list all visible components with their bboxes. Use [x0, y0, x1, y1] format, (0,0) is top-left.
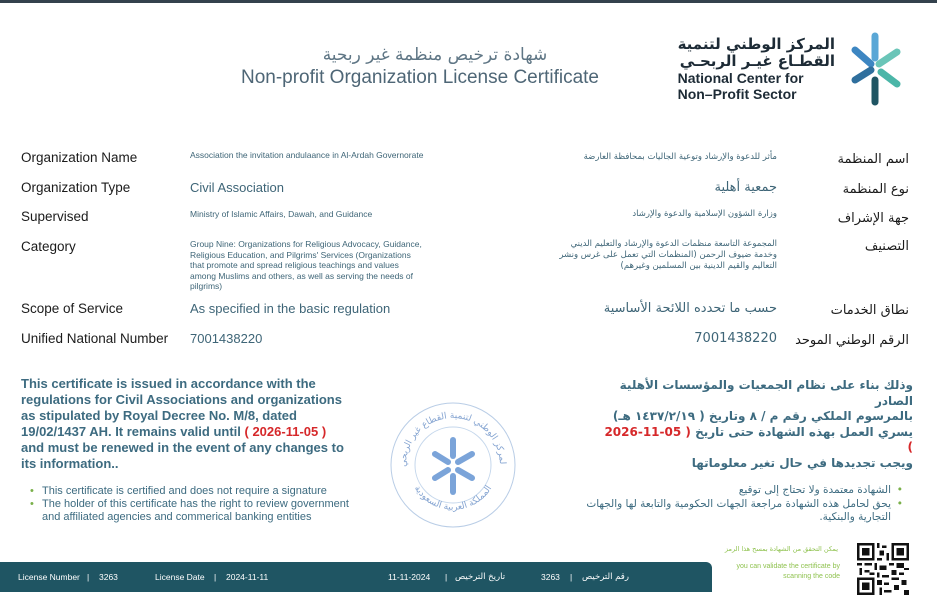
note-item-ar: • يحق لحامل هذه الشهادة مراجعة الجهات الحكومية والتابعة لها والجهات التجارية والبنكية.: [563, 498, 903, 525]
footer-separator: |: [570, 572, 573, 582]
license-date-ar-value: 11-11-2024: [388, 572, 431, 582]
logo-english-line2: Non–Profit Sector: [677, 86, 797, 102]
seal-text-bottom: المملكة العربية السعودية: [411, 484, 495, 513]
expiry-date-en: ( 2026-11-05 ): [244, 424, 327, 439]
validity-statement-ar: [603, 378, 913, 471]
ncnp-mark-icon: [845, 28, 905, 110]
org-type-value-en: Civil Association: [190, 180, 284, 195]
supervised-label-en: Supervised: [21, 209, 89, 224]
org-name-label-ar: اسم المنظمة: [837, 152, 909, 167]
logo-arabic-line2: القطـاع غيـر الربحـي: [679, 52, 835, 70]
seal-text-top: لمركز الوطني لتنمية القطاع غير الربحي: [398, 410, 508, 468]
category-label-en: Category: [21, 239, 76, 254]
category-label-ar: التصنيف: [864, 239, 909, 254]
unified-number-value-ar: 7001438220: [694, 331, 777, 346]
license-date-ar-label: تاريخ الترخيص: [455, 572, 506, 582]
org-type-label-en: Organization Type: [21, 180, 131, 195]
license-number-label-en: License Number: [18, 572, 80, 582]
org-name-value-en: Association the invitation andulaance in Al-Ardah Governorate: [190, 150, 424, 160]
org-type-value-ar: جمعية أهلية: [714, 180, 777, 195]
note-item-en: • This certificate is certified and does not require a signature: [30, 485, 360, 498]
notes-list-ar: [563, 484, 903, 525]
certificate-title-english: Non-profit Organization License Certificate: [240, 67, 599, 88]
category-value-en: Group Nine: Organizations for Religious Advocacy, Guidance, Religious Education, and Pilgrims' Services (Organizations that promote and spread religious teachings and values among Muslims and others, as well as serving the needs of pilgrims): [190, 239, 422, 291]
license-number-ar-label: رقم الترخيص: [582, 572, 629, 582]
validity-statement-en: [21, 376, 351, 472]
unified-number-label-en: Unified National Number: [21, 331, 169, 346]
footer-separator: |: [87, 572, 90, 582]
org-name-value-ar: مأثر للدعوة والإرشاد وتوعية الجاليات بمحافظة العارضة: [583, 152, 777, 162]
footer-separator: |: [445, 572, 448, 582]
supervised-value-ar: وزارة الشؤون الإسلامية والدعوة والإرشاد: [632, 209, 777, 219]
statement-ar-line4: ويجب تجديدها في حال تغير معلوماتها: [691, 455, 913, 470]
ncnp-logo: [678, 28, 905, 110]
svg-text:المركز الوطني لتنمية القطاع غي: [388, 400, 507, 467]
scope-value-en: As specified in the basic regulation: [190, 301, 391, 316]
license-date-label-en: License Date: [155, 572, 205, 582]
verification-qr-code[interactable]: [857, 543, 909, 595]
unified-number-value-en: 7001438220: [190, 331, 263, 346]
org-name-label-en: Organization Name: [21, 150, 138, 165]
license-number-en: 3263: [99, 572, 118, 582]
supervised-label-ar: جهة الإشراف: [837, 211, 909, 226]
logo-english-line1: National Center for: [677, 70, 804, 86]
statement-en-part1: This certificate is issued in accordance with the regulations for Civil Associations and organizations as stipulated by Royal Decree No. M/8, dated 19/02/1437 AH. It remains valid until: [21, 376, 342, 439]
statement-ar-line1: وذلك بناء على نظام الجمعيات والمؤسسات الأهلية الصادر: [619, 378, 913, 408]
supervised-value-en: Ministry of Islamic Affairs, Dawah, and Guidance: [190, 209, 373, 219]
statement-ar-line3: [603, 425, 913, 456]
license-number-ar-value: 3263: [541, 572, 560, 582]
top-border: [0, 0, 937, 3]
scope-label-ar: نطاق الخدمات: [830, 303, 909, 318]
seal-mark-icon: [435, 440, 472, 492]
scope-value-ar: حسب ما تحدده اللائحة الأساسية: [603, 301, 777, 316]
statement-ar-line3-text: يسري العمل بهذه الشهادة حتى تاريخ: [695, 424, 913, 439]
scope-label-en: Scope of Service: [21, 301, 124, 316]
logo-arabic-line1: المركز الوطني لتنمية: [677, 35, 835, 53]
org-type-label-ar: نوع المنظمة: [842, 182, 909, 197]
qr-hint-ar: يمكن التحقق من الشهادة بمسح هذا الرمز: [724, 545, 838, 553]
expiry-date-ar: ( 05-11-2026 ): [604, 424, 913, 454]
statement-en-part2: and must be renewed in the event of any changes to its information..: [21, 440, 344, 471]
footer-separator: |: [214, 572, 217, 582]
notes-list-en: [30, 485, 360, 524]
category-value-ar: المجموعة التاسعة منظمات الدعوة والإرشاد والتعليم الديني وخدمة ضيوف الرحمن (المنظمات التي تعمل على غرس ونشر التعاليم والقيم الدينية بين المسلمين وغيرهم): [559, 239, 777, 271]
unified-number-label-ar: الرقم الوطني الموحد: [795, 333, 909, 348]
logo-text: [678, 36, 835, 102]
license-date-en: 2024-11-11: [226, 572, 269, 582]
license-footer-bar: [0, 562, 712, 592]
official-seal-stamp: [388, 400, 518, 530]
statement-ar-line2: بالمرسوم الملكي رقم م / ٨ وتاريخ ( ١٤٣٧/٢/١٩ هـ): [612, 409, 913, 423]
certificate-title-arabic: شهادة ترخيص منظمة غير ربحية: [322, 45, 548, 65]
note-item-ar: • الشهادة معتمدة ولا تحتاج إلى توقيع: [563, 484, 903, 498]
note-item-en: • The holder of this certificate has the right to review government and affiliated agencies and commerical banking entities: [30, 498, 360, 524]
qr-hint-en: you can validate the certificate by scanning the code: [736, 563, 840, 580]
